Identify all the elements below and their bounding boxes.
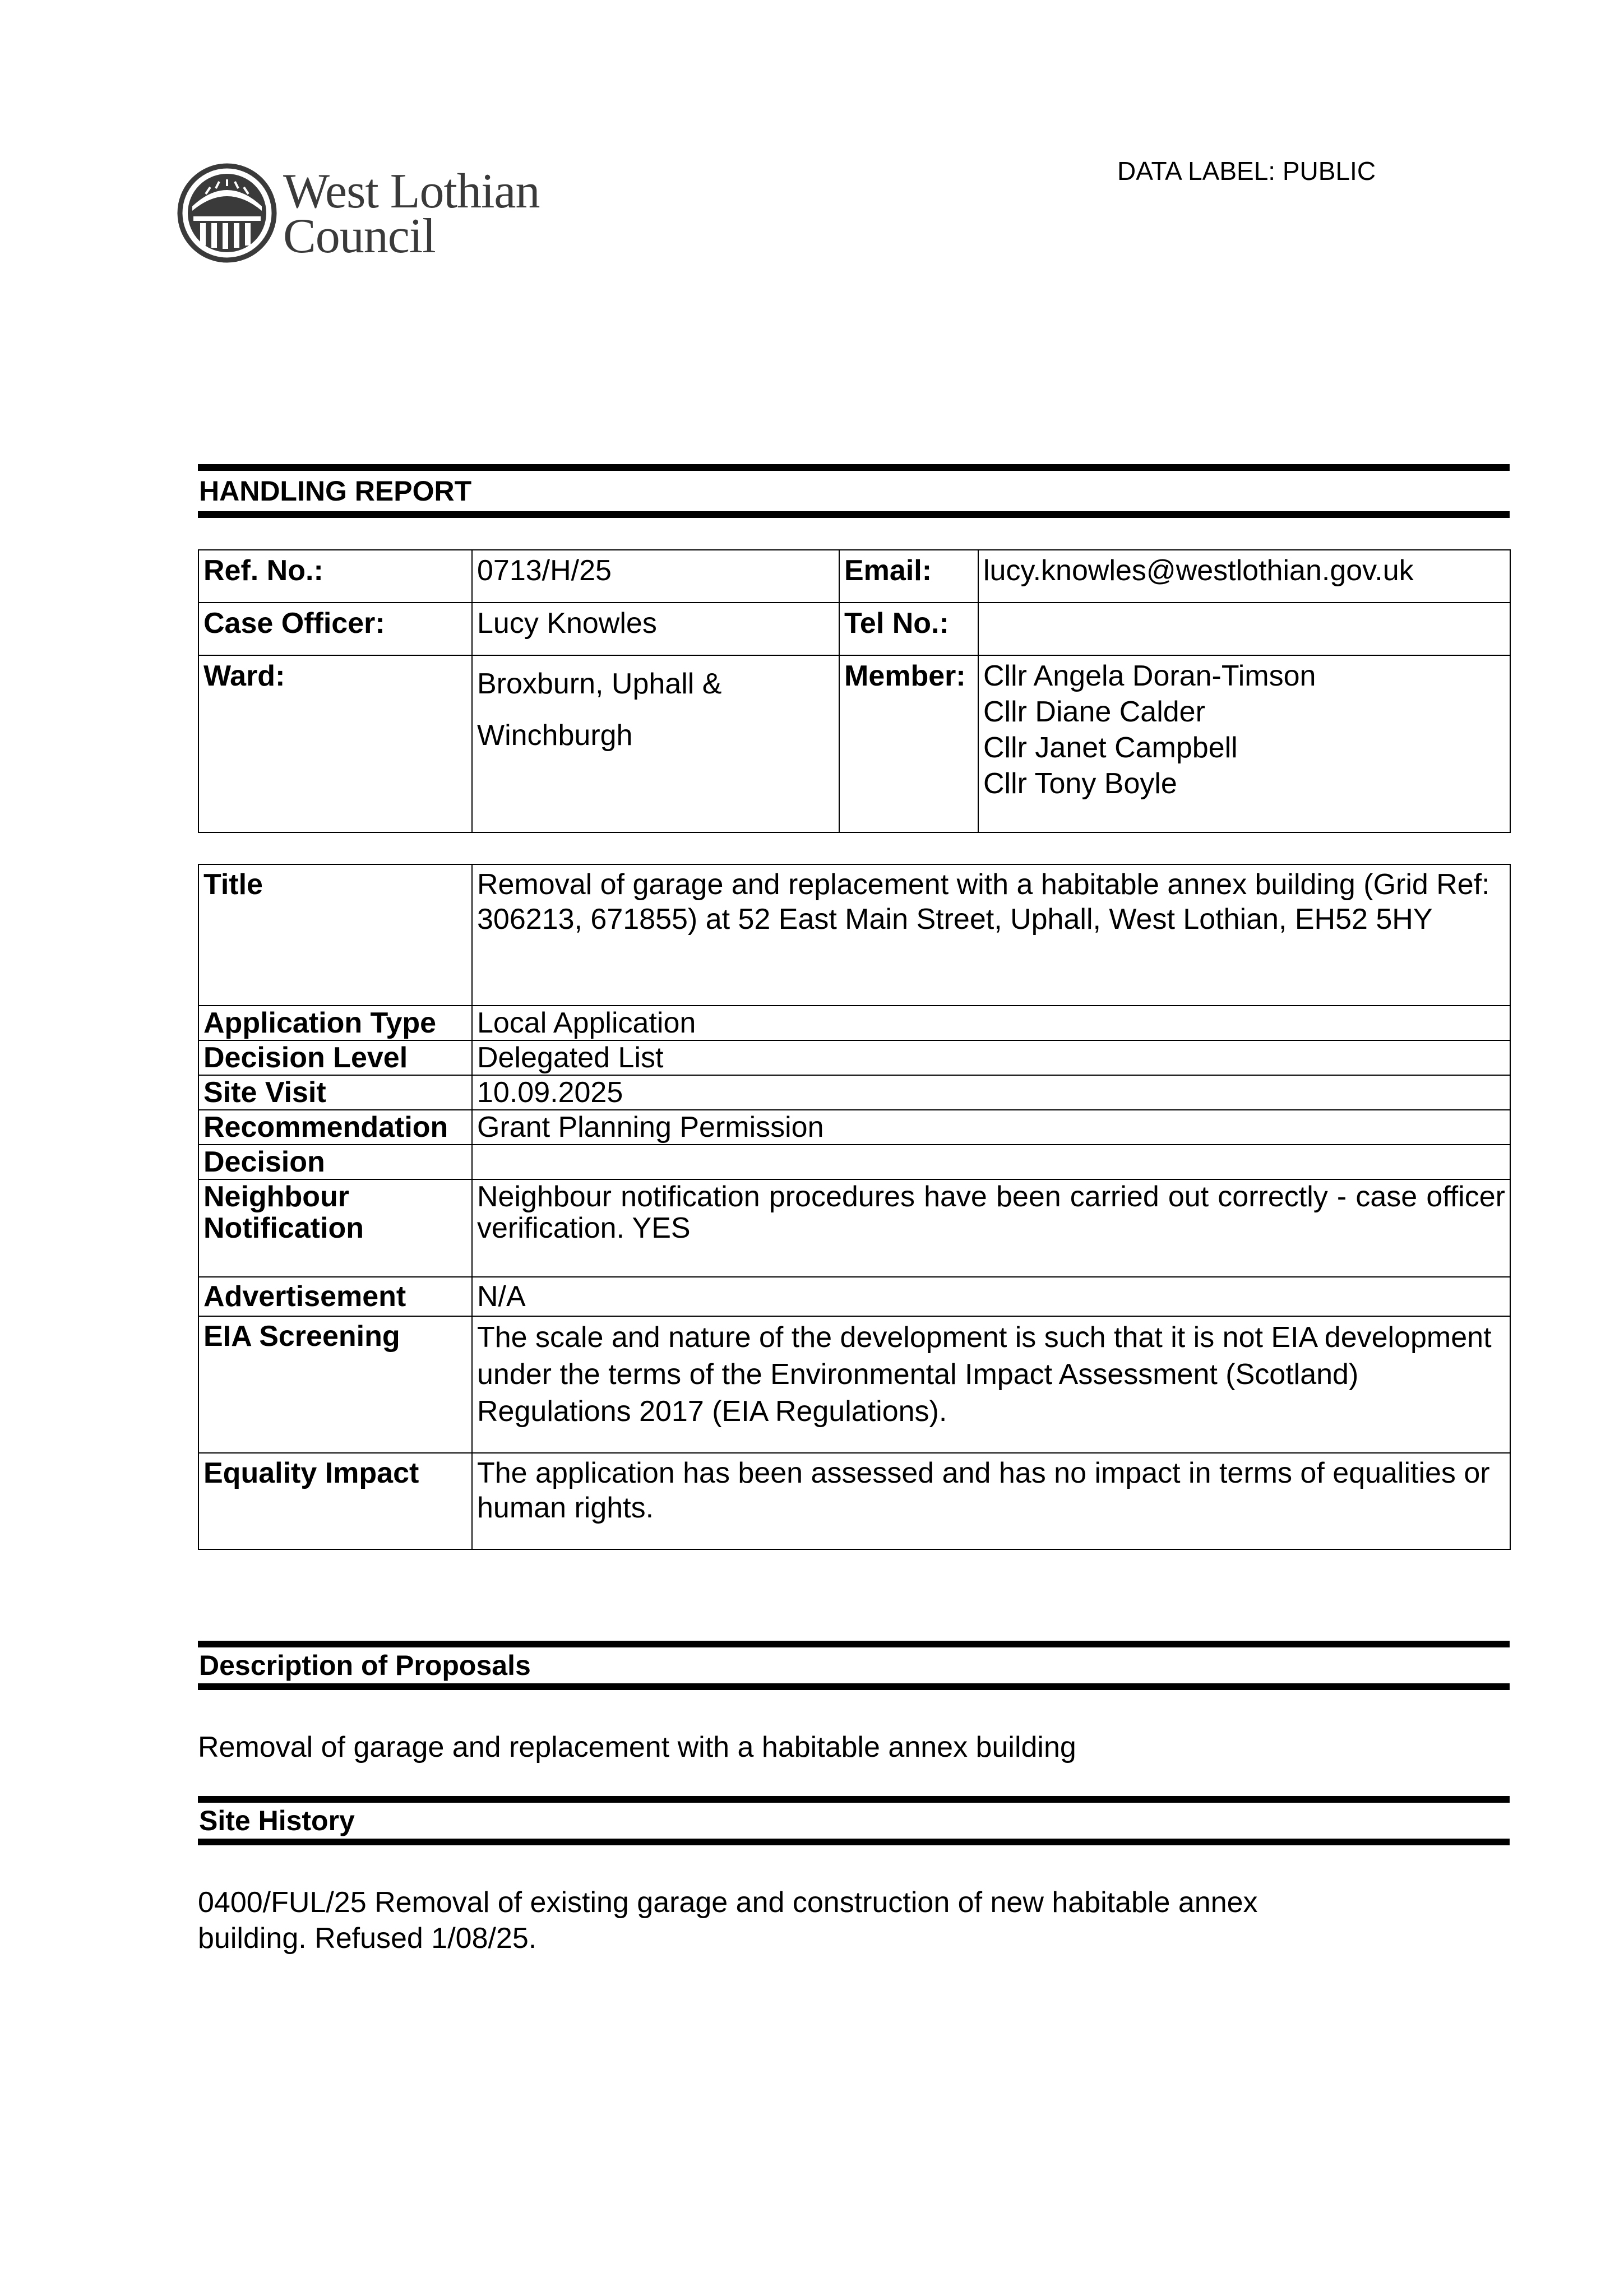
member-item: Cllr Janet Campbell <box>983 732 1238 764</box>
divider <box>198 1641 1510 1647</box>
neighbour-label-line1: Neighbour <box>203 1181 349 1213</box>
equality-impact-label: Equality Impact <box>198 1453 472 1549</box>
recommendation-label: Recommendation <box>198 1110 472 1145</box>
case-officer-label: Case Officer: <box>198 603 472 655</box>
member-item: Cllr Diane Calder <box>983 696 1205 728</box>
table-row <box>198 1040 1510 1075</box>
ref-label: Ref. No.: <box>198 550 472 603</box>
title-value: Removal of garage and replacement with a habitable annex building (Grid Ref: 306213, 671855) at 52 East Main Street, Uphall, West Lothian, EH52 5HY <box>472 864 1510 1006</box>
ward-label: Ward: <box>198 655 472 832</box>
council-emblem-icon <box>177 163 277 263</box>
site-history-line1: 0400/FUL/25 Removal of existing garage and construction of new habitable annex <box>198 1886 1258 1919</box>
data-label: DATA LABEL: PUBLIC <box>1117 156 1376 186</box>
divider <box>198 1839 1510 1845</box>
table-row <box>198 864 1510 1006</box>
description-text: Removal of garage and replacement with a habitable annex building <box>198 1731 1076 1763</box>
tel-label: Tel No.: <box>839 603 978 655</box>
ward-value-line2: Winchburgh <box>477 719 633 752</box>
table-row <box>198 603 1510 655</box>
member-list <box>978 655 1510 832</box>
table-row <box>198 1316 1510 1453</box>
table-row <box>198 1453 1510 1549</box>
ward-value <box>472 655 839 832</box>
table-row <box>198 550 1510 603</box>
divider <box>198 511 1510 518</box>
section-title: HANDLING REPORT <box>199 475 472 507</box>
member-item: Cllr Tony Boyle <box>983 767 1177 800</box>
neighbour-notification-value: Neighbour notification procedures have been carried out correctly - case officer verification. YES <box>472 1179 1510 1277</box>
title-label: Title <box>198 864 472 1006</box>
table-row <box>198 655 1510 832</box>
logo-text-line1: West Lothian <box>283 164 540 219</box>
neighbour-label-line2: Notification <box>203 1212 364 1244</box>
divider <box>198 464 1510 471</box>
equality-impact-value: The application has been assessed and has no impact in terms of equalities or human rights. <box>472 1453 1510 1549</box>
council-logo <box>177 163 558 269</box>
tel-value <box>978 603 1510 655</box>
decision-value <box>472 1145 1510 1179</box>
member-item: Cllr Angela Doran-Timson <box>983 660 1316 692</box>
section-title: Site History <box>199 1805 355 1836</box>
case-officer-value: Lucy Knowles <box>472 603 839 655</box>
decision-label: Decision <box>198 1145 472 1179</box>
site-visit-label: Site Visit <box>198 1075 472 1110</box>
site-history-text <box>198 1885 1510 1956</box>
details-table <box>198 864 1511 1550</box>
ref-value: 0713/H/25 <box>472 550 839 603</box>
site-visit-value: 10.09.2025 <box>472 1075 1510 1110</box>
description-heading <box>198 1641 1510 1690</box>
contact-table <box>198 549 1511 833</box>
table-row <box>198 1145 1510 1179</box>
member-label: Member: <box>839 655 978 832</box>
table-row <box>198 1110 1510 1145</box>
email-value: lucy.knowles@westlothian.gov.uk <box>978 550 1510 603</box>
divider <box>198 1683 1510 1690</box>
application-type-value: Local Application <box>472 1006 1510 1040</box>
logo-text-line2: Council <box>283 209 436 263</box>
table-row <box>198 1006 1510 1040</box>
eia-screening-value: The scale and nature of the development is such that it is not EIA development under the terms of the Environmental Impact Assessment (Scotland) Regulations 2017 (EIA Regulations). <box>472 1316 1510 1453</box>
eia-screening-label: EIA Screening <box>198 1316 472 1453</box>
advertisement-value: N/A <box>472 1277 1510 1316</box>
email-label: Email: <box>839 550 978 603</box>
table-row <box>198 1277 1510 1316</box>
section-title: Description of Proposals <box>199 1650 531 1681</box>
neighbour-notification-label <box>198 1179 472 1277</box>
handling-report-heading <box>198 464 1510 518</box>
site-history-line2: building. Refused 1/08/25. <box>198 1922 537 1955</box>
site-history-heading <box>198 1796 1510 1845</box>
application-type-label: Application Type <box>198 1006 472 1040</box>
table-row <box>198 1075 1510 1110</box>
advertisement-label: Advertisement <box>198 1277 472 1316</box>
divider <box>198 1796 1510 1803</box>
recommendation-value: Grant Planning Permission <box>472 1110 1510 1145</box>
decision-level-label: Decision Level <box>198 1040 472 1075</box>
table-row <box>198 1179 1510 1277</box>
decision-level-value: Delegated List <box>472 1040 1510 1075</box>
ward-value-line1: Broxburn, Uphall & <box>477 668 722 700</box>
logo-wordmark <box>283 164 540 263</box>
